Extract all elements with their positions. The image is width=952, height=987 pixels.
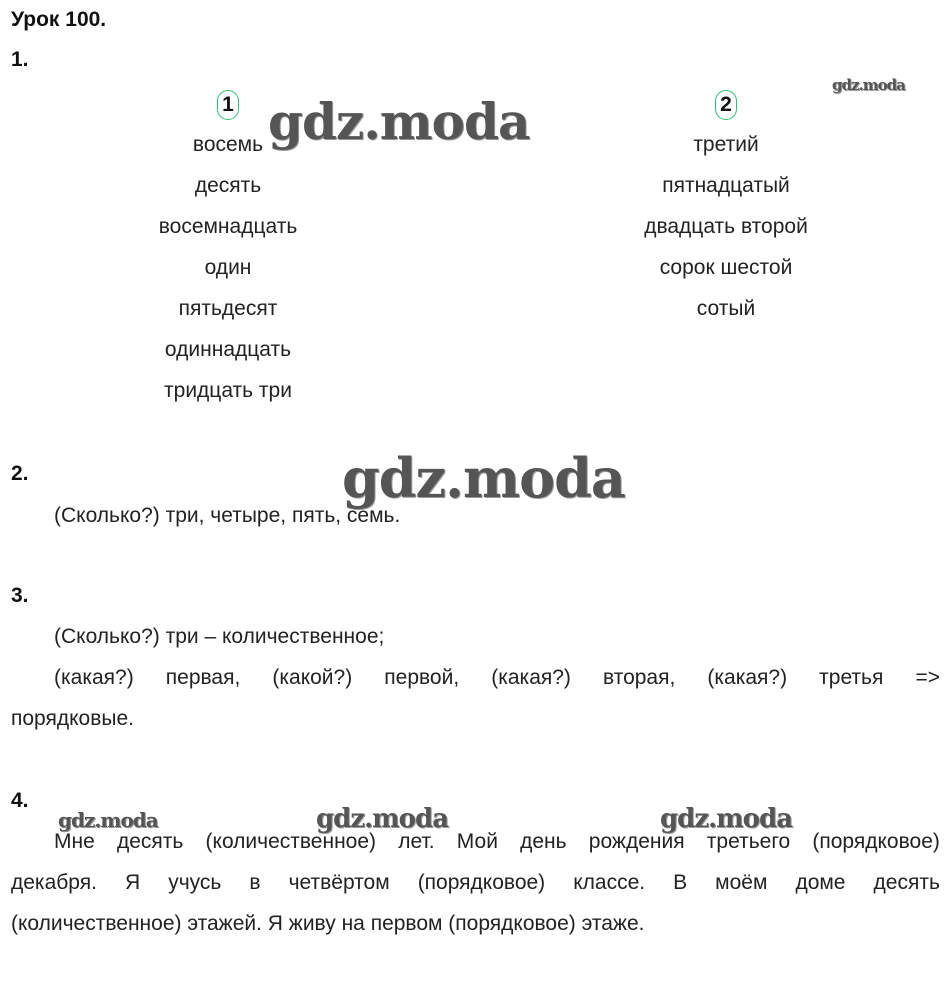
word: первая, [165, 666, 241, 689]
list-item: десять [194, 174, 262, 197]
task-3-line-2 [54, 664, 940, 692]
task-4-number: 4. [11, 789, 29, 812]
word: (какая?) [54, 666, 134, 689]
word: третья [819, 666, 884, 689]
list-item: сорок шестой [659, 256, 793, 279]
list-item: пятнадцатый [662, 174, 790, 197]
word: в [249, 871, 261, 894]
word: Я [124, 871, 141, 894]
word: (количественное) [205, 830, 377, 853]
watermark: gdz.moda [660, 804, 793, 834]
list-item: пятьдесят [178, 297, 278, 320]
word: третьего [706, 830, 791, 853]
list-item: двадцать второй [644, 215, 808, 238]
word: четвёртом [288, 871, 390, 894]
task-4-line-3: (количественное) этажей. Я живу на первом (порядковое) этаже. [11, 912, 645, 935]
list-item: тридцать три [164, 379, 292, 402]
task-3-line-1: (Сколько?) три – количественное; [54, 625, 385, 648]
word: лет. [398, 830, 435, 853]
column-1-badge: 1 [217, 90, 239, 120]
list-item: сотый [696, 297, 756, 320]
task-4-line-1 [54, 828, 940, 856]
word: Мне [54, 830, 95, 853]
word: (какая?) [707, 666, 788, 689]
list-item: восемь [192, 133, 264, 156]
word: десять [873, 871, 940, 894]
list-item: восемнадцать [158, 215, 298, 238]
task-2-text: (Сколько?) три, четыре, пять, семь. [54, 504, 401, 527]
watermark: gdz.moda [832, 76, 905, 94]
word: первой, [384, 666, 460, 689]
word: => [915, 666, 940, 689]
word: моём [715, 871, 768, 894]
word: (порядковое) [812, 830, 940, 853]
watermark: gdz.moda [342, 446, 625, 510]
task-2-number: 2. [11, 462, 29, 485]
word: учусь [168, 871, 222, 894]
task-1-column-2 [616, 90, 836, 336]
word: день [520, 830, 567, 853]
word: (порядковое) [417, 871, 546, 894]
watermark: gdz.moda [316, 804, 449, 834]
task-4-line-2 [11, 869, 940, 897]
word: доме [795, 871, 846, 894]
watermark: gdz.moda [58, 808, 158, 832]
word: классе. [573, 871, 646, 894]
word: рождения [588, 830, 685, 853]
word: В [673, 871, 688, 894]
word: десять [116, 830, 184, 853]
list-item: один [204, 256, 252, 279]
word: (какая?) [491, 666, 571, 689]
column-2-badge: 2 [715, 90, 737, 120]
word: (какой?) [272, 666, 353, 689]
word: вторая, [603, 666, 676, 689]
watermark: gdz.moda [268, 92, 530, 151]
list-item: одиннадцать [164, 338, 292, 361]
task-3-line-3: порядковые. [11, 707, 134, 730]
task-3-number: 3. [11, 584, 29, 607]
list-item: третий [693, 133, 759, 156]
page-title: Урок 100. [11, 8, 107, 31]
word: Мой [456, 830, 498, 853]
task-1-number: 1. [11, 48, 29, 71]
word: декабря. [11, 871, 97, 894]
